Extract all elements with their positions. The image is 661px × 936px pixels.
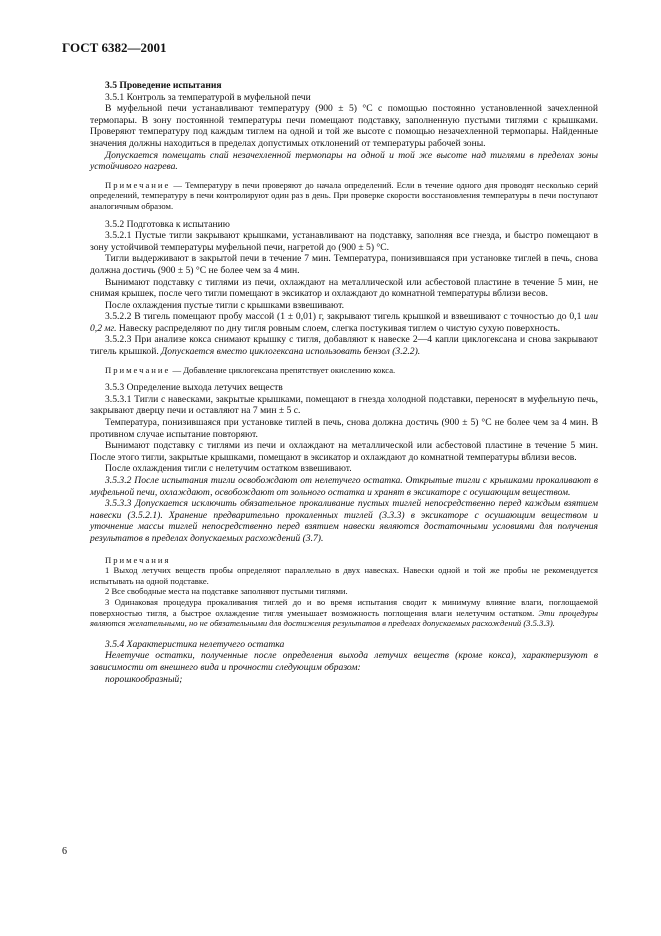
clause-3-5-3-1-d: После охлаждения тигли с нелетучим остатком взвешивают. (105, 463, 352, 475)
clause-3-5-3-1-c: Вынимают подставку с тиглями из печи и охлаждают на металлической или асбестовой пластине в течение 5 мин. После этого тигли, закрытые крышками, помещают в эксикатор и охлаждают до комнатной температуры вблизи весов. (90, 440, 598, 463)
notes-item-3-a: 3 Одинаковая процедура прокаливания тиглей до и во время испытания сводит к минимуму влияние влаги, поглощаемой поверхностью тигля, а быстрое охлаждение тигля уменьшает возможность поглощения влаги нелетучим остатком. (90, 596, 598, 618)
clause-3-5-2-title: 3.5.2 Подготовка к испытанию (105, 218, 230, 230)
clause-3-5-2-3-italic: Допускается вместо циклогексана использовать бензол (3.2.2). (161, 346, 421, 358)
clause-3-5-2-2 (90, 311, 598, 334)
clause-3-5-2-1-c: Вынимают подставку с тиглями из печи, охлаждают на металлической или асбестовой пластине в течение 5 мин, не снимая крышек, после чего тигли помещают в эксикатор и охлаждают до комнатной температуры вблизи весов. (90, 276, 598, 300)
clause-3-5-1-italic: Допускается помещать спай незачехленной термопары на одной и той же высоте над тиглями в пределах зоны устойчивого нагрева. (90, 149, 598, 173)
note-2 (90, 365, 598, 376)
clause-3-5-2-1: 3.5.2.1 Пустые тигли закрывают крышками, устанавливают на подставку, заполняя все гнезда, и быстро помещают в зону устойчивой температуры муфельной печи, нагретой до (900 ± 5) °С. (90, 230, 598, 253)
section-heading-3-5: 3.5 Проведение испытания (105, 80, 222, 91)
notes-item-2: 2 Все свободные места на подставке заполняют пустыми тиглями. (105, 586, 348, 597)
clause-3-5-1-title: 3.5.1 Контроль за температурой в муфельной печи (105, 91, 311, 103)
note-1 (90, 180, 598, 212)
notes-label: Примечания (105, 554, 171, 565)
note-1-text: — Температуру в печи проверяют до начала определений. Если в течение одного дня проводят несколько серий определений, температуру в печи контролируют один раз в день. При проверке скорости восстановления температуры в печи поступают аналогичным образом. (90, 179, 598, 211)
clause-3-5-4-text: Нелетучие остатки, полученные после определения выхода летучих веществ (кроме кокса), характеризуют в зависимости от внешнего вида и прочности следующим образом: (90, 650, 598, 673)
clause-3-5-4-title: 3.5.4 Характеристика нелетучего остатка (105, 638, 285, 650)
note-1-label: Примечание (105, 179, 171, 190)
note-2-label: Примечание (105, 364, 171, 375)
clause-3-5-2-1-b: Тигли выдерживают в закрытой печи в течение 7 мин. Температура, понизившаяся при установке тиглей в печь, снова должна достичь (900 ± 5) °С не более чем за 4 мин. (90, 253, 598, 276)
clause-3-5-1-text: В муфельной печи устанавливают температуру (900 ± 5) °С с помощью постоянно установленной зачехленной термопары. В зону постоянной температуры печи помещают подставку, заполненную пустыми тиглями с крышками. Проверяют температуру под каждым тиглем на одной и той же высоте с помощью незачехленной термопары. Найденные значения должны находиться в пределах допустимых отклонений от температуры рабочей зоны. (90, 103, 598, 149)
clause-3-5-3-1: 3.5.3.1 Тигли с навесками, закрытые крышками, помещают в гнезда холодной подставки, переносят в муфельную печь, закрывают дверцу печи и оставляют на 7 мин ± 5 с. (90, 393, 598, 417)
clause-3-5-3-1-b: Температура, понизившаяся при установке тиглей в печь, снова должна достичь (900 ± 5) °С не более чем за 4 мин. В противном случае испытание повторяют. (90, 417, 598, 440)
notes-item-3 (90, 597, 598, 629)
page-number: 6 (62, 846, 67, 857)
clause-3-5-4-item: порошкообразный; (105, 673, 183, 685)
notes-item-1: 1 Выход летучих веществ пробы определяют параллельно в двух навесках. Навески одной и той же пробы не рекомендуется испытывать на одной подставке. (90, 565, 598, 586)
notes-item-3-italic: Эти процедуры являются желательными, но не обязательными для достижения результатов в пределах допускаемых расхождений (3.5.3.3). (90, 607, 598, 629)
clause-3-5-2-3 (90, 334, 598, 357)
clause-3-5-2-2-a: 3.5.2.2 В тигель помещают пробу массой (1 ± 0,01) г, закрывают тигель крышкой и взвешивают с точностью до 0,1 (105, 311, 585, 323)
clause-3-5-3-2: 3.5.3.2 После испытания тигли освобождают от нелетучего остатка. Открытые тигли с крышками прокаливают в муфельной печи, охлаждают, освобождают от зольного остатка и хранят в эксикаторе с осушающим веществом. (90, 475, 598, 498)
note-2-text: — Добавление циклогексана препятствует окислению кокса. (170, 364, 396, 375)
clause-3-5-2-2-italic: или 0,2 мг. (90, 311, 598, 334)
document-header: ГОСТ 6382—2001 (62, 40, 167, 55)
clause-3-5-2-1-d: После охлаждения пустые тигли с крышками взвешивают. (105, 299, 344, 311)
document-body (90, 80, 598, 685)
clause-3-5-3-3: 3.5.3.3 Допускается исключить обязательное прокаливание пустых тиглей непосредственно перед каждым взятием навески (3.5.2.1). Хранение предварительно прокаленных тиглей (3.3.3) в эксикаторе с осушающим веществом и уточнение массы тиглей непосредственно перед взятием навески являются достаточными условиями для получения результатов в пределах допускаемых расхождений (3.7). (90, 498, 598, 544)
clause-3-5-2-3-a: 3.5.2.3 При анализе кокса снимают крышку с тигля, добавляют к навеске 2—4 капли циклогексана и снова закрывают тигель крышкой. (90, 334, 598, 358)
clause-3-5-2-2-b: Навеску распределяют по дну тигля ровным слоем, слегка постукивая тиглем о чистую сухую поверхность. (116, 322, 561, 334)
clause-3-5-3-title: 3.5.3 Определение выхода летучих веществ (105, 382, 283, 394)
